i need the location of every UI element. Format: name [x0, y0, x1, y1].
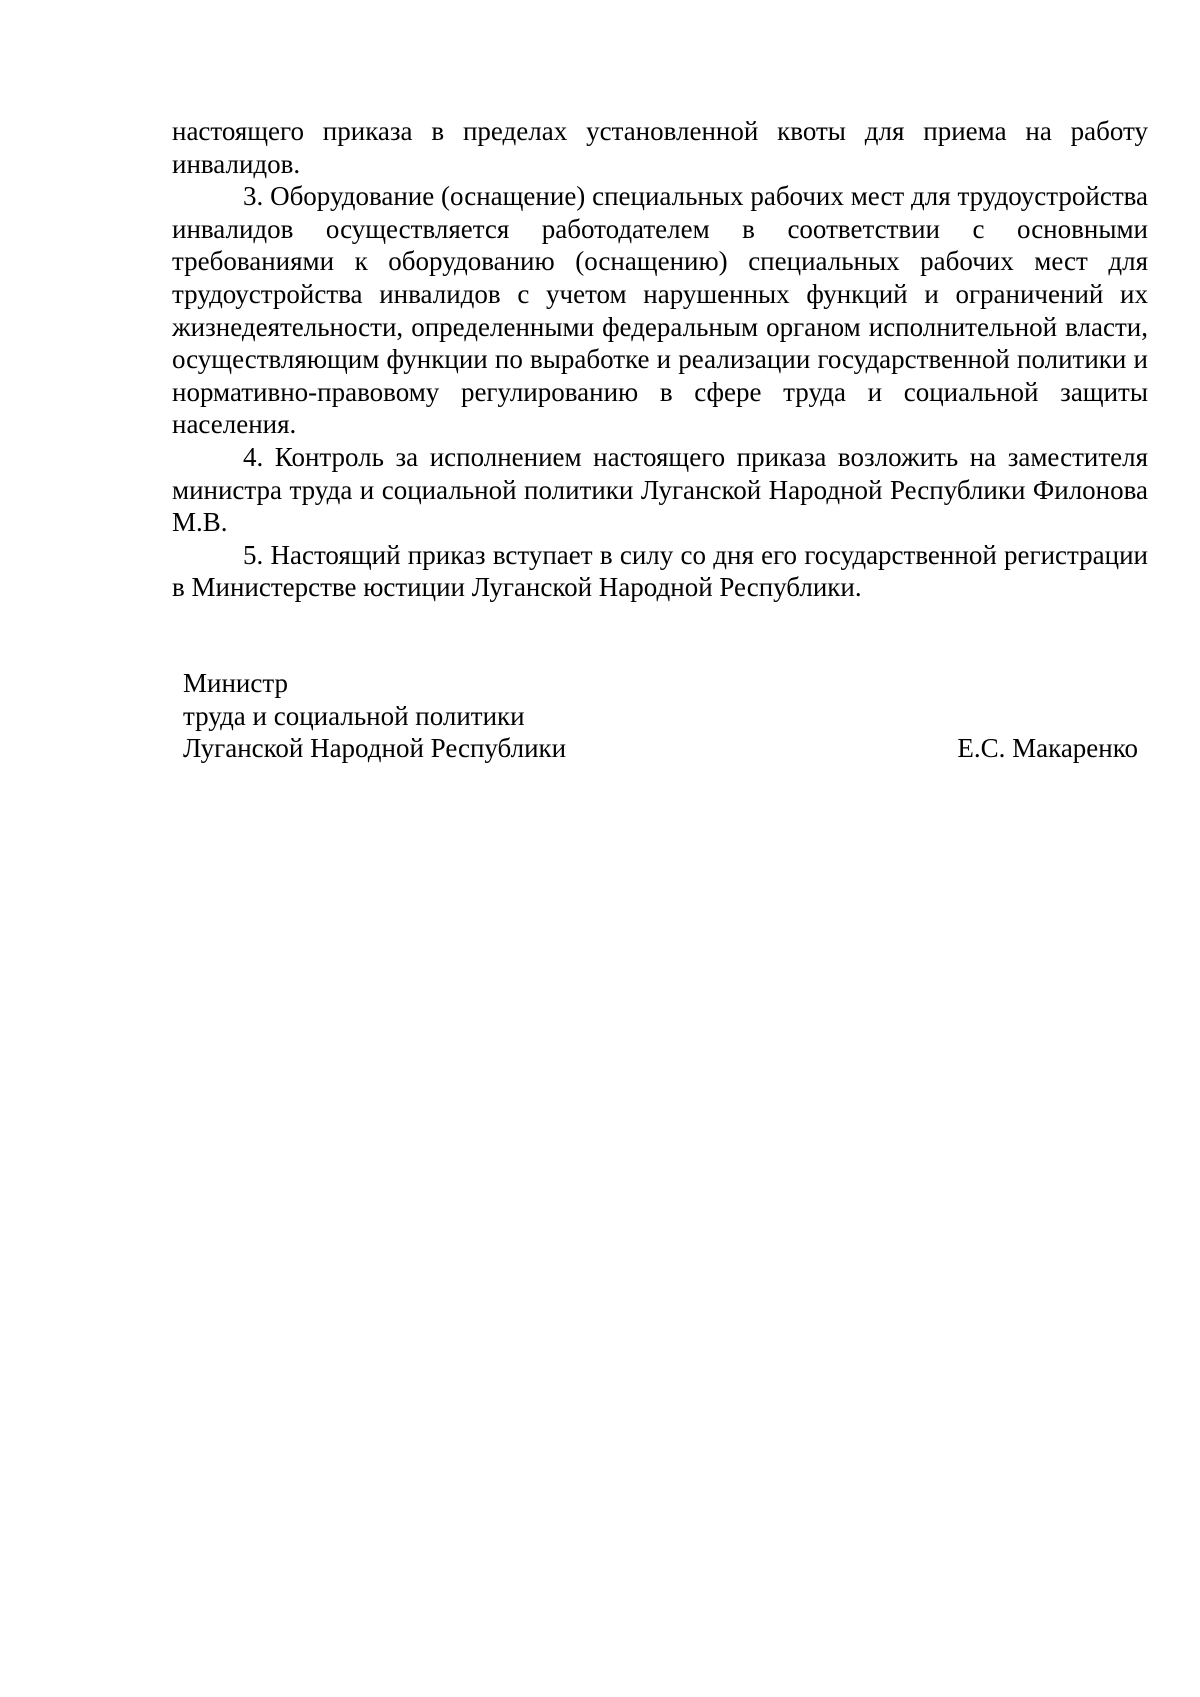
- document-body: [172, 115, 1148, 604]
- paragraph-item-4: 4. Контроль за исполнением настоящего приказа возложить на заместителя министра труда и социальной политики Луганской Народной Республики Филонова М.В.: [172, 441, 1148, 538]
- paragraph-continuation: настоящего приказа в пределах установленной квоты для приема на работу инвалидов.: [172, 116, 1148, 179]
- paragraph-item-3: 3. Оборудование (оснащение) специальных рабочих мест для трудоустройства инвалидов осуществляется работодателем в соответствии с основными требованиями к оборудованию (оснащению) специальных рабочих мест для трудоустройства инвалидов с учетом нарушенных функций и ограничений их жизнедеятельности, определенными федеральным органом исполнительной власти, осуществляющим функции по выработке и реализации государственной политики и нормативно-правовому регулированию в сфере труда и социальной защиты населения.: [172, 181, 1148, 440]
- paragraph-item-5: 5. Настоящий приказ вступает в силу со дня его государственной регистрации в Министерстве юстиции Луганской Народной Республики.: [172, 539, 1148, 603]
- signatory-title-line-1: Министр: [183, 668, 288, 698]
- signatory-name: Е.С. Макаренко: [957, 733, 1138, 764]
- signatory-title-line-3: Луганской Народной Республики: [183, 733, 567, 764]
- signature-block: [183, 667, 1138, 765]
- signatory-title-line-2: труда и социальной политики: [183, 700, 525, 731]
